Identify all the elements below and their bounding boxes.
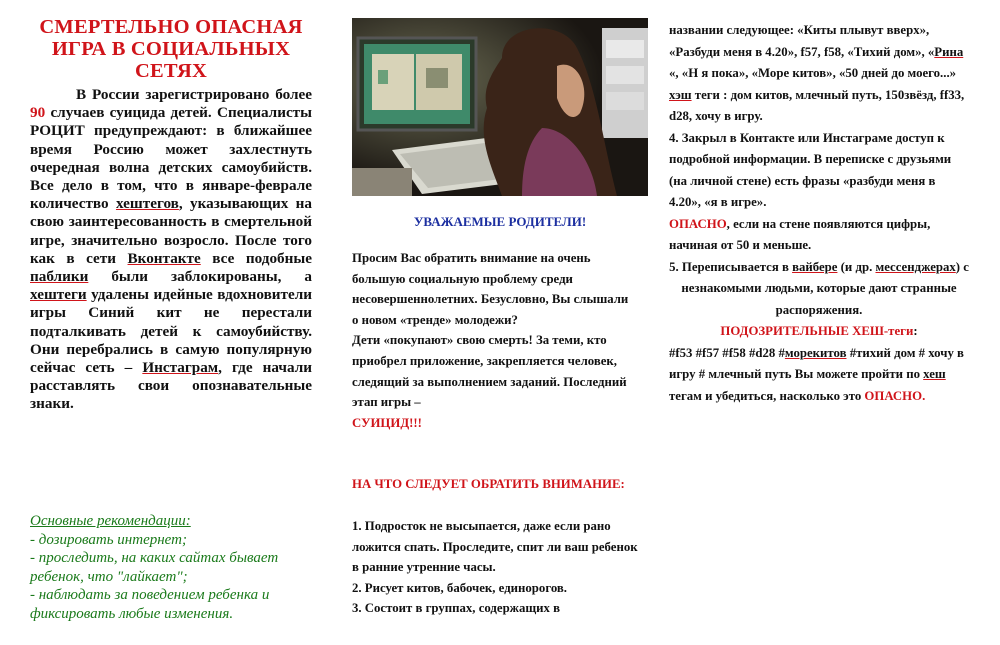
- warning-item: 2. Рисует китов, бабочек, единорогов.: [352, 580, 568, 595]
- danger-word: ОПАСНО: [669, 216, 727, 231]
- hashtags-text: тегам и убедиться, насколько это: [669, 388, 865, 403]
- item5-text: ) с незнакомыми людьми, которые дают странные распоряжения.: [681, 259, 969, 317]
- colon: :: [913, 324, 918, 338]
- intro-text: случаев суицида детей. Специалисты РОЦИТ предупреждают: в ближайшее время Россию может захлестнуть очередная волна детских самоубийств. Все дело в том, что в январе-феврале количество: [30, 104, 312, 213]
- suspicious-title: ПОДОЗРИТЕЛЬНЫЕ ХЕШ-теги: [720, 324, 914, 338]
- word-vkontakte: Вконтакте: [127, 249, 201, 267]
- page-title: СМЕРТЕЛЬНО ОПАСНАЯ ИГРА В СОЦИАЛЬНЫХ СЕТЯХ: [39, 16, 303, 82]
- left-column: [30, 0, 312, 414]
- photo-child-at-computer: [352, 18, 648, 196]
- warning-item-4: 4. Закрыл в Контакте или Инстаграме доступ к подробной информации. В переписке с друзьями (на личной стене) есть фразы «разбуди меня в 4.20», «я в игре».: [669, 130, 952, 209]
- word-rina: Рина: [934, 44, 964, 59]
- word-instagram: Инстаграм: [142, 359, 219, 377]
- group-names: [669, 20, 969, 128]
- hashtags-text: #f53 #f57 #f58 #d28 #: [669, 345, 785, 360]
- danger-text: , если на стене появляются цифры, начиная от 50 и меньше.: [669, 216, 931, 252]
- word-publics: паблики: [30, 268, 89, 286]
- danger-note: [669, 214, 969, 257]
- appeal-paragraph-text: Дети «покупают» свою смерть! За теми, кто приобрел приложение, закрепляется человек, следящий за выполнением заданий. Последний этап игры –: [352, 333, 627, 410]
- recommendations: [30, 512, 320, 624]
- word-hash: хэш: [669, 87, 692, 102]
- word-viber: вайбере: [792, 259, 838, 274]
- recommendation-item: - проследить, на каких сайтах бывает ребенок, что "лайкает";: [30, 550, 279, 585]
- intro-text: В России зарегистрировано более: [76, 86, 312, 103]
- attention-heading: НА ЧТО СЛЕДУЕТ ОБРАТИТЬ ВНИМАНИЕ:: [352, 477, 625, 491]
- recommendation-item: - наблюдать за поведением ребенка и фиксировать любые изменения.: [30, 587, 270, 622]
- group-names-text: теги : дом китов, млечный путь, 150звёзд, ff33, d28, хочу в игру.: [669, 87, 965, 123]
- hashtags-text: #тихий дом # хочу в игру # млечный путь Вы можете пройти по: [669, 345, 964, 381]
- case-count: 90: [30, 104, 46, 122]
- greeting-heading: УВАЖАЕМЫЕ РОДИТЕЛИ!: [413, 214, 587, 229]
- warning-item: 1. Подросток не высыпается, даже если рано ложится спать. Проследите, спит ли ваш ребенок в ранние утренние часы.: [352, 519, 638, 575]
- warning-list: [352, 516, 647, 619]
- intro-text: , где начали расставлять свои опознавательные знаки.: [30, 359, 312, 413]
- word-hashtags: хештегов: [115, 195, 179, 213]
- danger-word-2: ОПАСНО.: [864, 388, 926, 403]
- intro-paragraph: [30, 86, 312, 414]
- intro-text: все подобные: [200, 249, 312, 267]
- warning-item-5: [669, 257, 969, 322]
- word-hashtags-2: хештеги: [30, 286, 87, 304]
- warning-item: 3. Состоит в группах, содержащих в: [352, 601, 561, 616]
- tag-morekitov: морекитов: [784, 345, 847, 360]
- intro-text: , указывающих на свою заинтересованность в смертельной игре, значительно возросло. После того как в сети: [30, 195, 312, 267]
- intro-text: удалены идейные вдохновители игры Синий кит не перестали подталкивать детей к самоубийству. Они перебрались в самую популярную сейчас сеть –: [30, 286, 312, 377]
- group-names-text: названии следующее: «Киты плывут вверх», «Разбуди меня в 4.20», f57, f58, «Тихий дом», «: [669, 23, 935, 59]
- item5-text: (и др.: [837, 259, 876, 274]
- suspicious-hashtags: [669, 343, 969, 408]
- suspicious-hashtags-heading: [669, 321, 969, 343]
- word-messengers: мессенджерах: [875, 259, 956, 274]
- suicide-word: СУИЦИД!!!: [352, 415, 422, 430]
- recommendations-title: Основные рекомендации:: [30, 513, 191, 529]
- recommendation-item: - дозировать интернет;: [30, 531, 187, 548]
- appeal-paragraph: [352, 330, 637, 433]
- group-names-text: «, «Н я пока», «Море китов», «50 дней до моего...»: [669, 66, 957, 80]
- item5-text: 5. Переписывается в: [669, 259, 793, 274]
- appeal-paragraph: Просим Вас обратить внимание на очень большую социальную проблему среди несовершеннолетних. Безусловно, Вы слышали о новом «тренде» молодежи?: [352, 251, 629, 327]
- appeal-text: [352, 248, 637, 433]
- right-column: [669, 20, 969, 407]
- word-hash-2: хеш: [923, 367, 946, 381]
- intro-text: были заблокированы, а: [88, 268, 312, 286]
- photo-illustration: [352, 18, 648, 196]
